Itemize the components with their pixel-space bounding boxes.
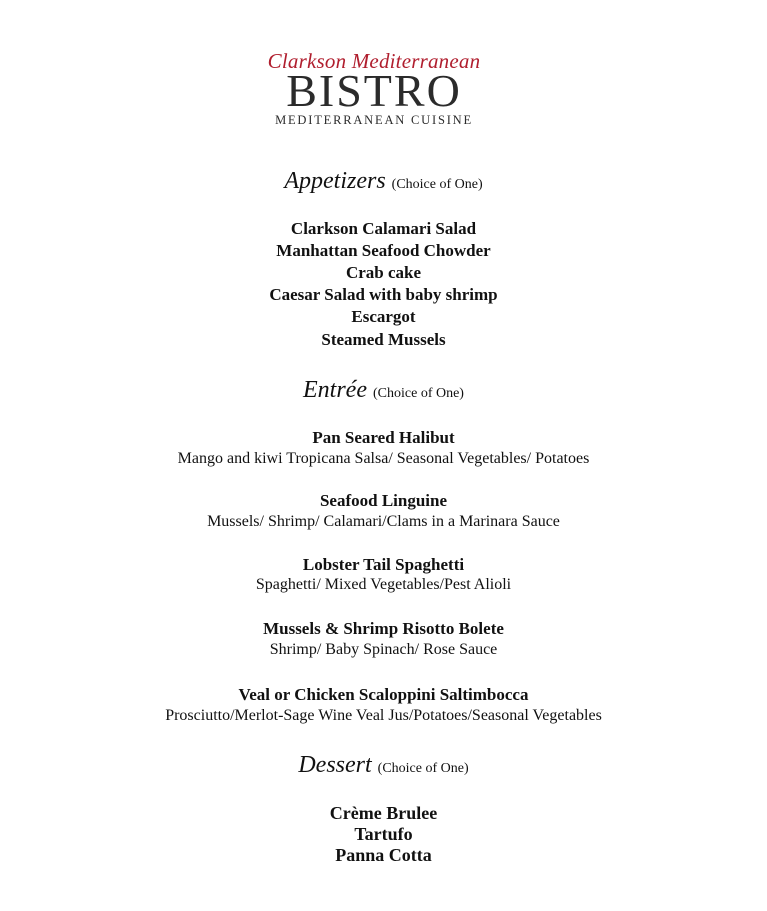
entree-item-name: Lobster Tail Spaghetti (302, 555, 465, 574)
logo-subtitle: MEDITERRANEAN CUISINE (275, 113, 473, 127)
entree-heading (0, 377, 767, 404)
dessert-item: Tartufo (354, 824, 413, 844)
entree-item-desc: Prosciutto/Merlot-Sage Wine Veal Jus/Potatoes/Seasonal Vegetables (165, 707, 602, 724)
dessert-heading (0, 752, 767, 779)
appetizer-item: Crab cake (345, 263, 422, 282)
entree-item-desc: Shrimp/ Baby Spinach/ Rose Sauce (269, 641, 498, 658)
dessert-title: Dessert (298, 752, 372, 778)
appetizers-title: Appetizers (284, 168, 386, 194)
appetizers-note: (Choice of One) (391, 177, 483, 192)
logo-script-text: Clarkson Mediterranean (267, 49, 481, 73)
entree-item-desc: Mussels/ Shrimp/ Calamari/Clams in a Marinara Sauce (207, 513, 560, 530)
appetizers-heading (0, 168, 767, 195)
appetizer-item: Escargot (351, 307, 416, 326)
entree-item-name: Veal or Chicken Scaloppini Saltimbocca (238, 685, 529, 704)
entree-item-name: Seafood Linguine (319, 491, 448, 510)
entree-item-name: Mussels & Shrimp Risotto Bolete (263, 619, 504, 638)
appetizer-item: Steamed Mussels (321, 330, 446, 349)
bistro-logo (248, 50, 500, 127)
entree-item-desc: Mango and kiwi Tropicana Salsa/ Seasonal Vegetables/ Potatoes (177, 450, 590, 467)
dessert-item: Panna Cotta (335, 845, 432, 865)
appetizer-item: Caesar Salad with baby shrimp (269, 285, 498, 304)
entree-title: Entrée (303, 377, 367, 403)
entree-item-desc: Spaghetti/ Mixed Vegetables/Pest Alioli (255, 576, 512, 593)
appetizer-item: Manhattan Seafood Chowder (276, 241, 491, 260)
entree-note: (Choice of One) (373, 386, 464, 401)
logo-main-text: BISTRO (286, 65, 462, 116)
dessert-item: Crème Brulee (329, 803, 438, 823)
appetizer-item: Clarkson Calamari Salad (290, 219, 477, 238)
entree-item-name: Pan Seared Halibut (312, 428, 455, 447)
dessert-note: (Choice of One) (377, 761, 469, 776)
